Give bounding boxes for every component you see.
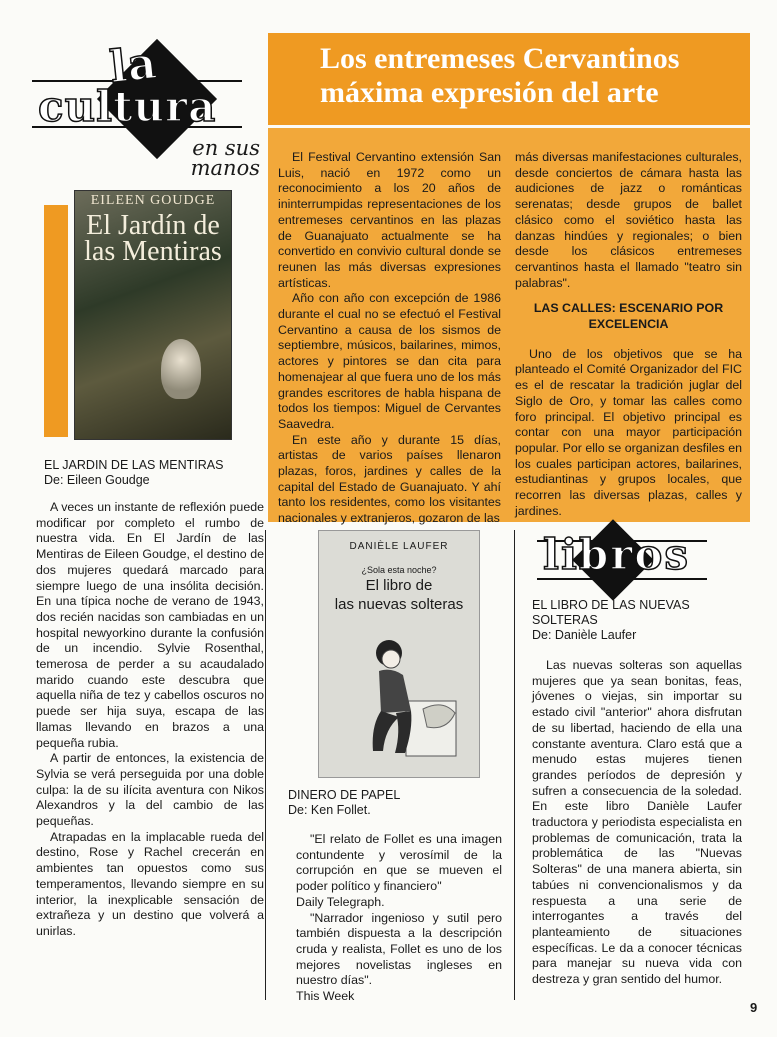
quote: "Narrador ingenioso y sutil pero también dispuesta a la descripción cruda y realista, Follet es uno de los mejores novelistas ingleses en nuestro días". (296, 910, 502, 988)
book-cover-title: El Jardín de las Mentiras (84, 210, 222, 267)
woman-illustration (351, 631, 461, 761)
quote-source: This Week (296, 989, 355, 1004)
article-paragraph: Año con año con excepción de 1986 durante el cual no se efectuó el Festival Cervantino a causa de los sismos de septiembre, músicos, bailarines, mimos, actores y pintores se dan cita para homenajear al que fuera uno de los más grandes escritores de habla hispana de todos los tiempos: Miguel de Cervantes Saavedra. (278, 291, 501, 431)
review-paragraph: A partir de entonces, la existencia de Sylvia se verá perseguida por una doble culpa: la de su ilícita aventura con Nikos Alexandros y la del cambio de las pequeñas. (36, 751, 264, 829)
book3-caption-author: De: Danièle Laufer (532, 628, 637, 642)
book-cover-title-line2: las nuevas solteras (334, 596, 464, 613)
accent-bar (44, 205, 68, 437)
review-paragraph: Las nuevas solteras son aquellas mujeres que ya sean bonitas, feas, jóvenes o viejas, sin importar su estado civil "anterior" ahora disfrutan de su libertad, haciendo de ella una constante aventura. Claro está que a menudo estas mujeres tienen grandes períodos de depresión y sufren a consecuencia de la soledad. En este libro Danièle Laufer traductora y periodista especialista en problemas de comunicación, trata la problemática de las "Nuevas Solteras" de una manera abierta, sin tabúes ni convencionalismos y da respuesta a una serie de interrogantes a través del planteamiento de situaciones específicas. Le da a conocer técnicas para manejar su nueva vida con destreza y gran sentido del humor. (532, 658, 742, 987)
logo-subtitle-line1: en sus (192, 136, 260, 160)
libros-logo: libros (543, 530, 691, 579)
article-paragraph: En este año y durante 15 días, artistas de varios países llenaron plazas, foros, jardines y calles de la capital del Estado de Guanajuato. Y ahí tanto los residentes, como los visitantes nacionales y extranjeros, gozaron de las (278, 432, 501, 526)
quote: "El relato de Follet es una imagen contundente y verosímil de la corrupción en que se mueven el poder político y financiero" (296, 832, 502, 894)
book2-caption-author: De: Ken Follet. (288, 803, 371, 817)
book-cover-jardin (74, 190, 232, 440)
book3-caption-title: EL LIBRO DE LAS NUEVAS SOLTERAS (532, 598, 690, 627)
article-column-2 (515, 150, 742, 519)
article-title (320, 42, 740, 110)
page-number: 9 (750, 1000, 758, 1015)
article-paragraph: Uno de los objetivos que se ha planteado el Comité Organizador del FIC es el de rescatar la tradición juglar del Siglo de Oro, y tomar las calles como foro principal. El objetivo principal es contar con una mayor participación popular. Por ello se organizan desfiles en los cuales participan actores, bailarines, estudiantinas y grupos locales, que recorren las diversas plazas, calles y jardines. (515, 346, 742, 518)
logo-la: la (107, 37, 160, 94)
article-paragraph: El Festival Cervantino extensión San Luis, nació en 1972 como un reconocimiento a los 20 años de ininterrumpidas representaciones de los entremeses cervantinos en las plazas de Guanajuato actualmente se ha convertido en convivio cultural donde se reunen las más diversas expresiones artísticas. (278, 150, 501, 290)
book2-caption (288, 788, 488, 818)
book2-quotes (296, 832, 502, 1005)
angel-statue-image (161, 339, 201, 399)
book1-review (36, 500, 264, 940)
book3-caption (532, 598, 742, 643)
book1-caption-title: EL JARDIN DE LAS MENTIRAS (44, 458, 224, 472)
book-cover-solteras (318, 530, 480, 778)
logo-subtitle-line2: manos (190, 156, 260, 180)
book-cover-title (319, 576, 479, 614)
logo-cultura: cultura (38, 82, 217, 131)
book2-caption-title: DINERO DE PAPEL (288, 788, 401, 802)
book-cover-author: EILEEN GOUDGE (90, 193, 216, 208)
article-title-line1: Los entremeses Cervantinos (320, 42, 680, 75)
column-divider (265, 530, 266, 1000)
book-cover-author: DANIÈLE LAUFER (349, 541, 449, 552)
book1-caption-author: De: Eileen Goudge (44, 473, 150, 487)
article-title-line2: máxima expresión del arte (320, 76, 659, 109)
review-paragraph: A veces un instante de reflexión puede modificar por completo el rumbo de nuestra vida. En El Jardín de las Mentiras de Eileen Goudge, el destino de dos mujeres quedará marcado para siempre luego de una insólita decisión. En una típica noche de verano de 1943, dos recién nacidas son cambiadas en un hospital newyorkino durante la confusión de un incendio. Sylvie Rosenthal, temerosa de perder a su acaudalado marido cuando este descubra que aquella niña de tez y cabellos oscuros no puede ser hija suya, escapa de las llamas llevando en brazos a una pequeña rubia. (36, 500, 264, 750)
article-paragraph: más diversas manifestaciones culturales, desde conciertos de cámara hasta las audiciones de jazz o románticas serenatas; desde grupos de ballet clásico como el soviético hasta las danzas hindúes y regionales; o bien desde los clásicos entremeses cervantinos hasta el llamado "teatro sin palabras". (515, 150, 742, 290)
column-divider (514, 530, 515, 1000)
book-cover-question: ¿Sola esta noche? (361, 565, 437, 575)
book1-caption (44, 458, 264, 488)
review-paragraph: Atrapadas en la implacable rueda del destino, Rose y Rachel crecerán en ambientes tan opuestos como sus temperamentos, llevando siempre en su interior, la inexplicable sensación de extrañeza y un destino que volverá a unirlas. (36, 829, 264, 938)
section-heading: LAS CALLES: ESCENARIO POR EXCELENCIA (533, 301, 724, 332)
book-cover-title-line1: El libro de (365, 577, 433, 594)
book3-review (532, 658, 742, 988)
logo-subtitle (150, 138, 260, 178)
quote-source: Daily Telegraph. (296, 894, 385, 909)
article-column-1 (278, 150, 501, 527)
